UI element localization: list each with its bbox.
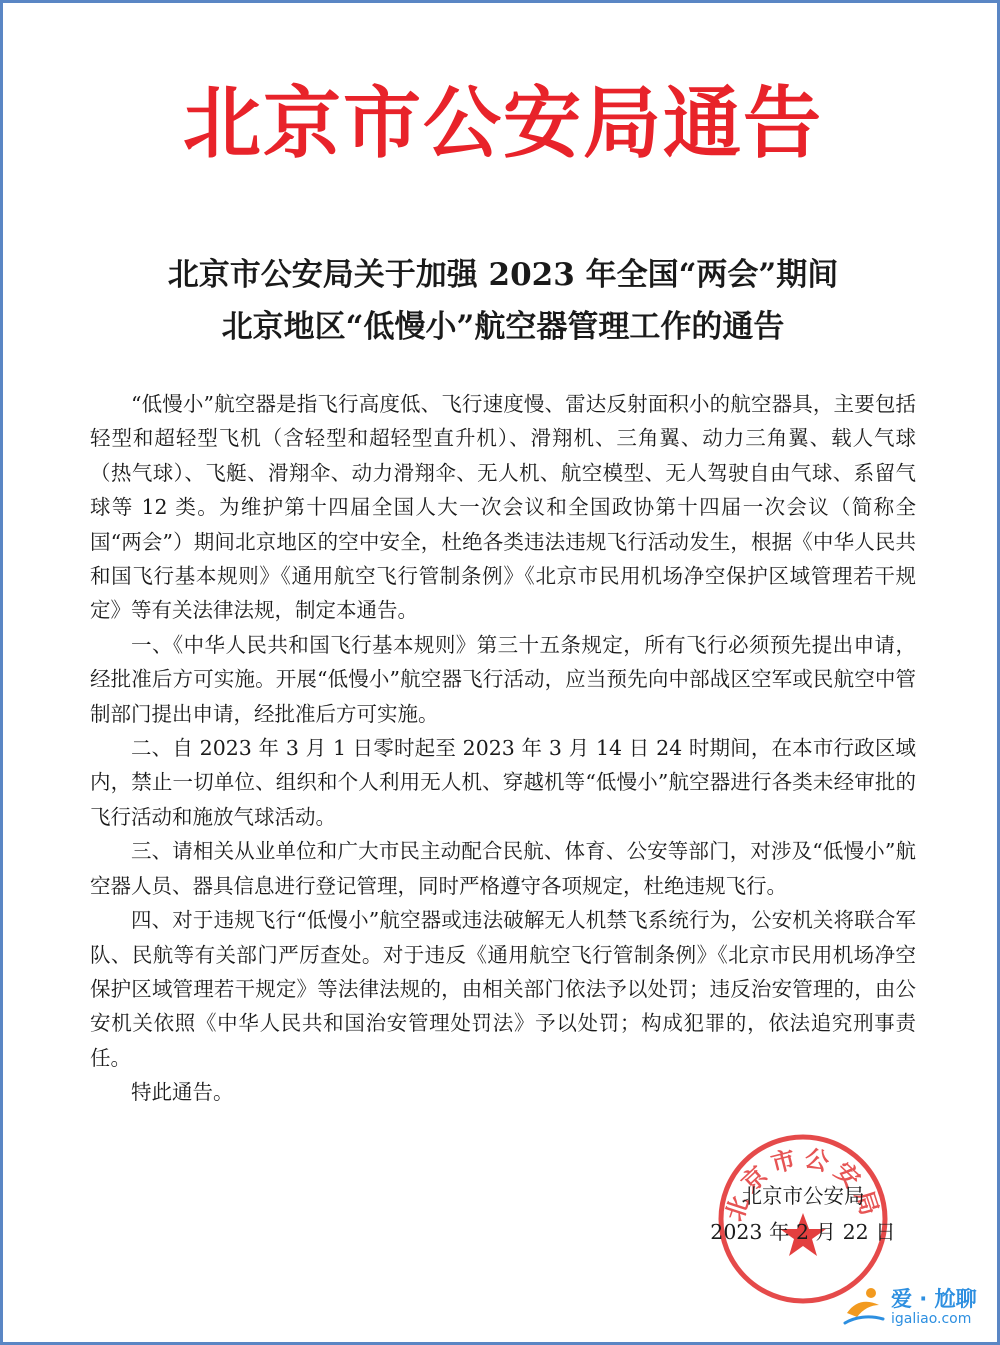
notice-title-line-2: 北京地区“低慢小”航空器管理工作的通告 xyxy=(221,309,785,345)
site-watermark xyxy=(841,1281,991,1333)
notice-body xyxy=(90,387,916,1110)
paragraph-intro: “低慢小”航空器是指飞行高度低、飞行速度慢、雷达反射面积小的航空器具，主要包括轻型和超轻型飞机（含轻型和超轻型直升机）、滑翔机、三角翼、动力三角翼、载人气球（热气球）、飞艇、滑翔伞、动力滑翔伞、无人机、航空模型、无人驾驶自由气球、系留气球等 12 类。为维护第十四届全国人大一次会议和全国政协第十四届一次会议（简称全国“两会”）期间北京地区的空中安全，杜绝各类违法违规飞行活动发生，根据《中华人民共和国飞行基本规则》《通用航空飞行管制条例》《北京市民用机场净空保护区域管理若干规定》等有关法律法规，制定本通告。 xyxy=(90,392,916,623)
paragraph-closing: 特此通告。 xyxy=(131,1080,234,1105)
notice-title-line-1: 北京市公安局关于加强 2023 年全国“两会”期间 xyxy=(167,257,839,293)
seal-text: 北京市公安局 xyxy=(719,1142,887,1225)
logo-swoosh xyxy=(845,1317,883,1323)
paragraph-item-1: 一、《中华人民共和国飞行基本规则》第三十五条规定，所有飞行必须预先提出申请，经批准后方可实施。开展“低慢小”航空器飞行活动，应当预先向中部战区空军或民航空中管制部门提出申请，经批准后方可实施。 xyxy=(90,632,916,726)
signature-organization: 北京市公安局 xyxy=(741,1184,865,1208)
logo-body xyxy=(847,1302,879,1317)
watermark-logo-icon xyxy=(841,1283,887,1329)
paragraph-item-2: 二、自 2023 年 3 月 1 日零时起至 2023 年 3 月 14 日 24 时期间，在本市行政区域内，禁止一切单位、组织和个人利用无人机、穿越机等“低慢小”航空器进行各类未经审批的飞行活动和施放气球活动。 xyxy=(90,736,916,829)
watermark-site-url: igaliao.com xyxy=(891,1311,972,1327)
notice-title xyxy=(3,249,1000,353)
watermark-site-name: 爱 · 尬聊 xyxy=(891,1287,977,1311)
signature-date: 2023 年 2 月 22 日 xyxy=(710,1220,896,1244)
paragraph-item-3: 三、请相关从业单位和广大市民主动配合民航、体育、公安等部门，对涉及“低慢小”航空器人员、器具信息进行登记管理，同时严格遵守各项规定，杜绝违规飞行。 xyxy=(90,839,916,898)
masthead-title: 北京市公安局通告 xyxy=(182,78,823,169)
logo-head xyxy=(866,1288,876,1298)
paragraph-item-4: 四、对于违规飞行“低慢小”航空器或违法破解无人机禁飞系统行为，公安机关将联合军队、民航等有关部门严厉查处。对于违反《通用航空飞行管制条例》《北京市民用机场净空保护区域管理若干规定》等法律法规的，由相关部门依法予以处罚；违反治安管理的，由公安机关依照《中华人民共和国治安管理处罚法》予以处罚；构成犯罪的，依法追究刑事责任。 xyxy=(90,908,916,1070)
